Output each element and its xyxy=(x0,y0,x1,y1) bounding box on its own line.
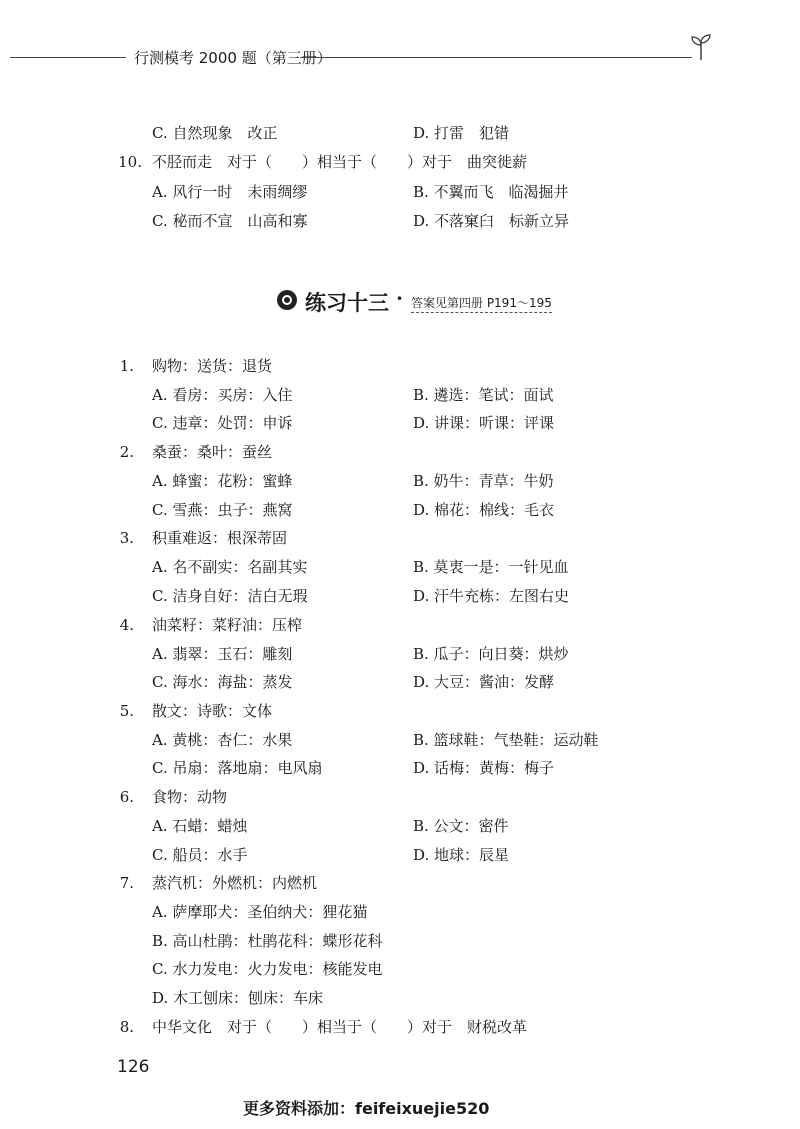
question-stem: 中华文化 对于（ ）相当于（ ）对于 财税改革 xyxy=(152,1018,528,1036)
question-number: 4. xyxy=(119,616,134,634)
option-a: A. 名不副实：名副其实 xyxy=(152,558,308,576)
q10-option-c: C. 秘而不宣 山高和寡 xyxy=(152,212,308,230)
option-c: C. 水力发电：火力发电：核能发电 xyxy=(152,960,383,978)
option-c: C. 雪燕：虫子：燕窝 xyxy=(152,501,293,519)
option-a: A. 石蜡：蜡烛 xyxy=(152,817,248,835)
q10-option-a: A. 风行一时 未雨绸缪 xyxy=(152,183,308,201)
section-title: 练习十三 xyxy=(305,291,389,315)
question-stem: 桑蚕：桑叶：蚕丝 xyxy=(152,443,273,461)
option-a: A. 翡翠：玉石：雕刻 xyxy=(152,645,293,663)
question-number: 7. xyxy=(119,874,134,892)
footer-note: 更多资料添加：feifeixuejie520 xyxy=(243,1099,490,1118)
option-c: C. 违章：处罚：申诉 xyxy=(152,414,293,432)
page-number: 126 xyxy=(117,1057,150,1077)
option-a: A. 蜂蜜：花粉：蜜蜂 xyxy=(152,472,293,490)
option-a: A. 看房：买房：入住 xyxy=(152,386,293,404)
option-b: B. 篮球鞋：气垫鞋：运动鞋 xyxy=(413,731,599,749)
option-c: C. 洁身自好：洁白无瑕 xyxy=(152,587,308,605)
option-b: B. 遴选：笔试：面试 xyxy=(413,386,554,404)
running-header-title: 行测模考 2000 题（第三册） xyxy=(130,47,336,68)
q10-stem: 不胫而走 对于（ ）相当于（ ）对于 曲突徙薪 xyxy=(152,153,528,171)
question-number: 1. xyxy=(119,357,134,375)
question-stem: 油菜籽：菜籽油：压榨 xyxy=(152,616,303,634)
q10-option-d: D. 不落窠臼 标新立异 xyxy=(413,212,570,230)
option-c: C. 海水：海盐：蒸发 xyxy=(152,673,293,691)
option-b: B. 莫衷一是：一针见血 xyxy=(413,558,569,576)
question-number: 5. xyxy=(119,702,134,720)
option-c: C. 吊扇：落地扇：电风扇 xyxy=(152,759,323,777)
option-d: D. 话梅：黄梅：梅子 xyxy=(413,759,555,777)
section-separator: · xyxy=(396,286,403,310)
sprout-icon xyxy=(690,34,712,60)
header-rule-right xyxy=(300,57,692,58)
option-b: B. 高山杜鹃：杜鹃花科：蝶形花科 xyxy=(152,932,383,950)
option-d: D. 棉花：棉线：毛衣 xyxy=(413,501,555,519)
q10-option-b: B. 不翼而飞 临渴掘井 xyxy=(413,183,569,201)
option-a: A. 萨摩耶犬：圣伯纳犬：狸花猫 xyxy=(152,903,368,921)
question-stem: 蒸汽机：外燃机：内燃机 xyxy=(152,874,318,892)
question-number: 8. xyxy=(119,1018,134,1036)
question-stem: 积重难返：根深蒂固 xyxy=(152,529,288,547)
option-c: C. 船员：水手 xyxy=(152,846,248,864)
q10-number: 10. xyxy=(118,153,142,171)
option-b: B. 瓜子：向日葵：烘炒 xyxy=(413,645,569,663)
option-d: D. 木工刨床：刨床：车床 xyxy=(152,989,324,1007)
question-number: 3. xyxy=(119,529,134,547)
header-rule-left xyxy=(10,57,126,58)
option-d: D. 地球：辰星 xyxy=(413,846,510,864)
option-d: D. 讲课：听课：评课 xyxy=(413,414,555,432)
q9-option-c: C. 自然现象 改正 xyxy=(152,124,278,142)
option-b: B. 公文：密件 xyxy=(413,817,509,835)
q9-option-d: D. 打雷 犯错 xyxy=(413,124,510,142)
question-stem: 食物：动物 xyxy=(152,788,228,806)
question-number: 2. xyxy=(119,443,134,461)
option-d: D. 大豆：酱油：发酵 xyxy=(413,673,555,691)
section-answer-reference: 答案见第四册 P191～195 xyxy=(411,294,552,313)
question-stem: 散文：诗歌：文体 xyxy=(152,702,273,720)
question-number: 6. xyxy=(119,788,134,806)
section-badge-icon xyxy=(277,290,297,310)
option-a: A. 黄桃：杏仁：水果 xyxy=(152,731,293,749)
option-b: B. 奶牛：青草：牛奶 xyxy=(413,472,554,490)
option-d: D. 汗牛充栋：左图右史 xyxy=(413,587,570,605)
question-stem: 购物：送货：退货 xyxy=(152,357,273,375)
